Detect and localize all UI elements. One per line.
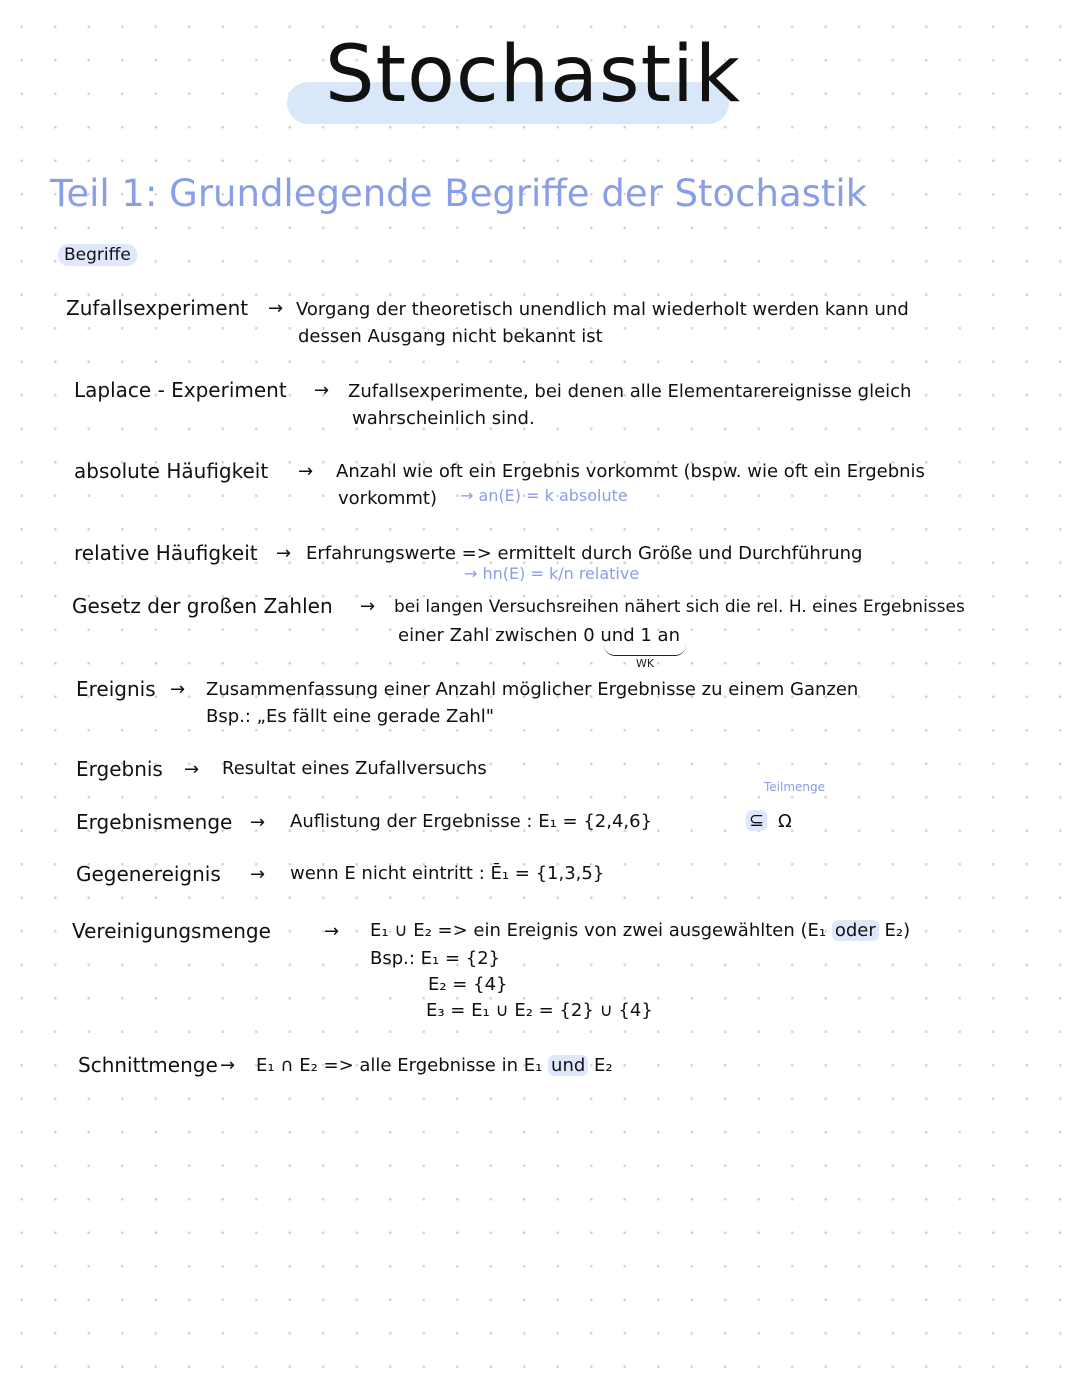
arrow-icon: → — [220, 1055, 236, 1076]
def-ergebnis-1: Resultat eines Zufallversuchs — [222, 758, 487, 779]
term-absolute: absolute Häufigkeit — [74, 459, 269, 483]
term-gesetz: Gesetz der großen Zahlen — [72, 594, 333, 618]
page-title: Stochastik — [325, 30, 741, 120]
arrow-icon: → — [170, 679, 186, 700]
arrow-icon: → — [324, 921, 340, 942]
def-ereignis-1: Zusammenfassung einer Anzahl möglicher Ergebnisse zu einem Ganzen — [206, 679, 859, 700]
note-teilmenge: Teilmenge — [764, 780, 826, 794]
def-vereinigung-1 — [370, 920, 910, 941]
def-gegenereignis-1: wenn E nicht eintritt : Ē₁ = {1,3,5} — [290, 863, 605, 884]
arrow-icon: → — [250, 864, 266, 885]
def-vereinigung-3: E₂ = {4} — [428, 974, 508, 995]
brace-label: WK — [636, 657, 655, 670]
def-schnitt-1b: E₂ — [594, 1055, 613, 1076]
term-laplace: Laplace - Experiment — [74, 378, 287, 402]
omega-symbol: Ω — [778, 811, 792, 832]
def-laplace-1: Zufallsexperimente, bei denen alle Elementarereignisse gleich — [348, 381, 912, 402]
term-ergebnismenge: Ergebnismenge — [76, 810, 233, 834]
def-gesetz-1: bei langen Versuchsreihen nähert sich die rel. H. eines Ergebnisses — [394, 597, 965, 617]
arrow-icon: → — [314, 380, 330, 401]
arrow-icon: → — [276, 543, 292, 564]
def-absolute-1: Anzahl wie oft ein Ergebnis vorkommt (bspw. wie oft ein Ergebnis — [336, 461, 925, 482]
def-schnitt-1a: E₁ ∩ E₂ => alle Ergebnisse in E₁ — [256, 1055, 543, 1076]
def-zufallsexperiment-1: Vorgang der theoretisch unendlich mal wiederholt werden kann und — [296, 299, 909, 320]
def-absolute-2: vorkommt) — [338, 488, 438, 509]
term-relative: relative Häufigkeit — [74, 541, 258, 565]
def-zufallsexperiment-2: dessen Ausgang nicht bekannt ist — [298, 326, 603, 347]
term-ergebnis: Ergebnis — [76, 757, 163, 781]
def-ereignis-2: Bsp.: „Es fällt eine gerade Zahl" — [206, 706, 495, 727]
def-laplace-2: wahrscheinlich sind. — [352, 408, 535, 429]
subset-symbol: ⊆ — [746, 810, 767, 831]
arrow-icon: → — [298, 461, 314, 482]
oder-highlight: oder — [832, 920, 879, 941]
note-relative: → hn(E) = k/n relative — [464, 564, 640, 583]
section-subtitle: Teil 1: Grundlegende Begriffe der Stochastik — [50, 172, 868, 215]
term-ereignis: Ereignis — [76, 677, 156, 701]
def-schnitt-1 — [256, 1055, 613, 1076]
def-vereinigung-1a: E₁ ∪ E₂ => ein Ereignis von zwei ausgewählten (E₁ — [370, 920, 827, 941]
arrow-icon: → — [360, 596, 376, 617]
section-tag: Begriffe — [58, 244, 137, 266]
def-ergebnismenge-1: Auflistung der Ergebnisse : E₁ = {2,4,6} — [290, 811, 653, 832]
arrow-icon: → — [184, 759, 200, 780]
term-zufallsexperiment: Zufallsexperiment — [66, 296, 249, 320]
und-highlight: und — [548, 1055, 588, 1076]
def-vereinigung-1b: E₂) — [884, 920, 911, 941]
term-schnitt: Schnittmenge — [78, 1053, 218, 1077]
def-gesetz-2: einer Zahl zwischen 0 und 1 an — [398, 625, 680, 646]
term-gegenereignis: Gegenereignis — [76, 862, 221, 886]
brace-mark — [604, 645, 686, 656]
note-absolute: → an(E) = k absolute — [460, 486, 628, 505]
def-vereinigung-2: Bsp.: E₁ = {2} — [370, 948, 501, 969]
def-relative-1: Erfahrungswerte => ermittelt durch Größe und Durchführung — [306, 543, 863, 564]
arrow-icon: → — [250, 812, 266, 833]
def-vereinigung-4: E₃ = E₁ ∪ E₂ = {2} ∪ {4} — [426, 1000, 653, 1021]
term-vereinigung: Vereinigungsmenge — [72, 919, 271, 943]
arrow-icon: → — [268, 298, 284, 319]
